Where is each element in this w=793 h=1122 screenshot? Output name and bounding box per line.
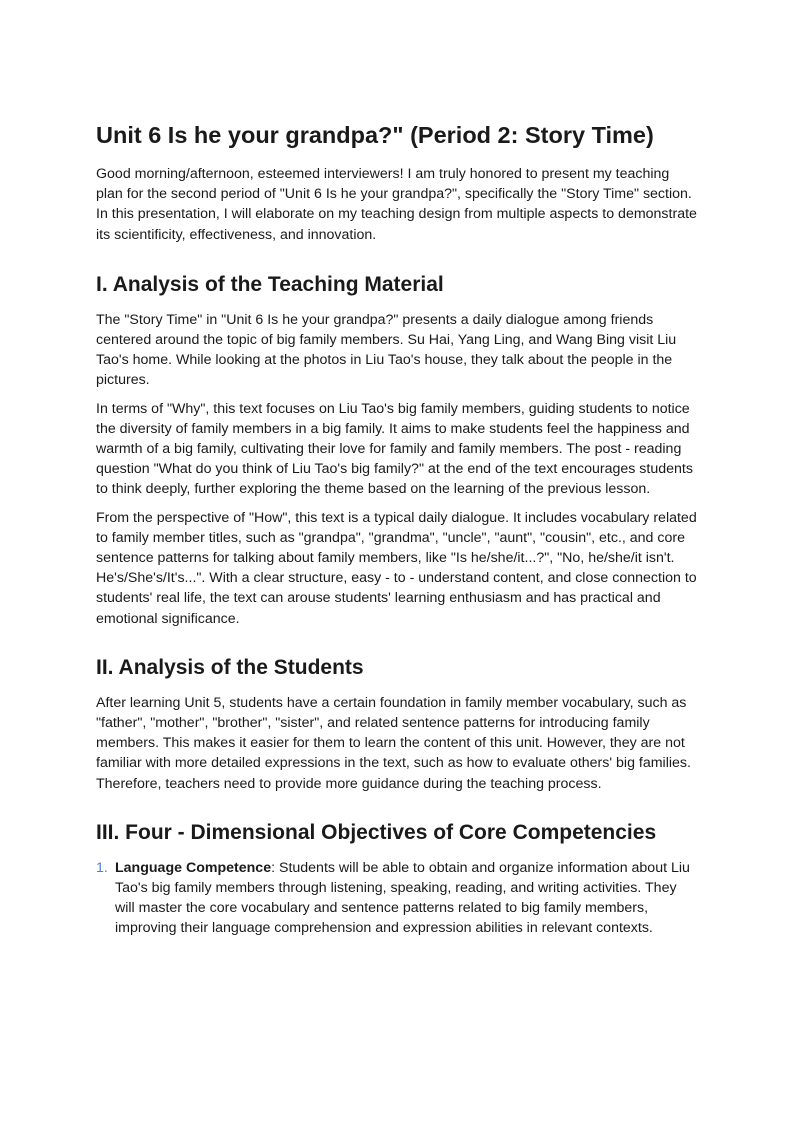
paragraph: From the perspective of "How", this text is a typical daily dialogue. It includes vocabulary related to family member titles, such as "grandpa", "grandma", "uncle", "aunt", "cousin", etc., and core sentence patterns for talking about family members, like "Is he/she/it...?", "No, he/she/it isn't. He's/She's/It's...". With a clear structure, easy - to - understand content, and close connection to students' real life, the text can arouse students' learning enthusiasm and has practical and emotional significance. (96, 509, 697, 627)
list-item (96, 858, 700, 939)
section-heading: II. Analysis of the Students (96, 655, 364, 679)
section-heading: I. Analysis of the Teaching Material (96, 272, 444, 296)
document-title: Unit 6 Is he your grandpa?" (Period 2: Story Time) (96, 122, 654, 148)
paragraph: The "Story Time" in "Unit 6 Is he your grandpa?" presents a daily dialogue among friends centered around the topic of big family members. Su Hai, Yang Ling, and Wang Bing visit Liu Tao's home. While looking at the photos in Liu Tao's house, they talk about the people in the pictures. (96, 311, 677, 389)
document-page (96, 118, 700, 939)
list-item-text: : Students will be able to obtain and organize information about Liu Tao's big family members through listening, speaking, reading, and writing activities. They will master the core vocabulary and sentence patterns related to big family members, improving their language comprehension and expression abilities in relevant contexts. (115, 859, 690, 937)
paragraph: After learning Unit 5, students have a certain foundation in family member vocabulary, such as "father", "mother", "brother", "sister", and related sentence patterns for introducing family members. This makes it easier for them to learn the content of this unit. However, they are not familiar with more detailed expressions in the text, such as how to evaluate others' big families. Therefore, teachers need to provide more guidance during the teaching process. (96, 694, 691, 792)
objectives-list (96, 858, 700, 939)
list-item-label: Language Competence (115, 859, 272, 876)
paragraph: In terms of "Why", this text focuses on Liu Tao's big family members, guiding students to notice the diversity of family members in a big family. It aims to make students feel the happiness and warmth of a big family, cultivating their love for family and family members. The post - reading question "What do you think of Liu Tao's big family?" at the end of the text encourages students to think deeply, further exploring the theme based on the learning of the previous lesson. (96, 400, 693, 498)
intro-paragraph: Good morning/afternoon, esteemed interviewers! I am truly honored to present my teaching plan for the second period of "Unit 6 Is he your grandpa?", specifically the "Story Time" section. In this presentation, I will elaborate on my teaching design from multiple aspects to demonstrate its scientificity, effectiveness, and innovation. (96, 166, 697, 243)
section-students (96, 653, 700, 794)
list-number: 1. (96, 859, 108, 876)
section-heading: III. Four - Dimensional Objectives of Core Competencies (96, 820, 657, 844)
section-teaching-material (96, 270, 700, 629)
section-objectives (96, 818, 700, 939)
